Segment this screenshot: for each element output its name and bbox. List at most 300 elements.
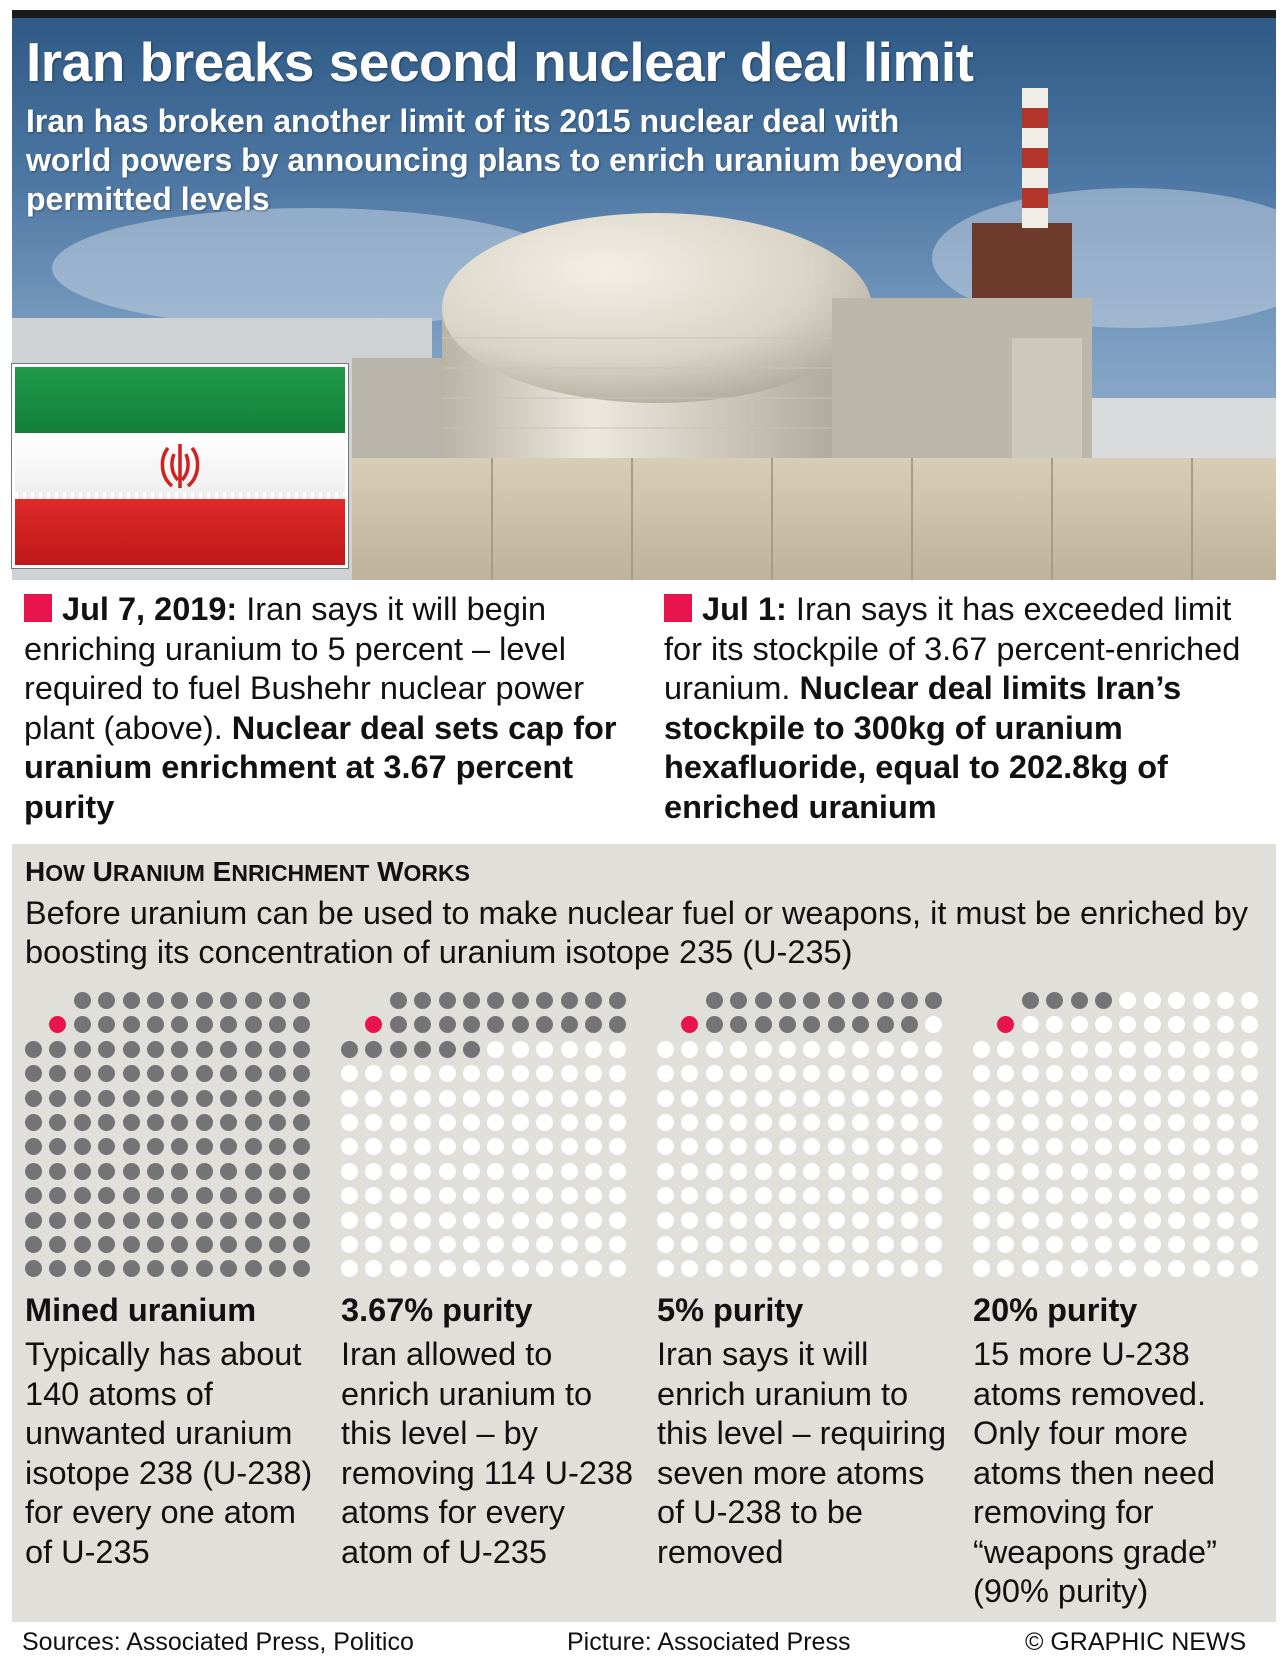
removed-atom xyxy=(877,1260,894,1277)
removed-atom xyxy=(414,1236,431,1253)
u238-atom xyxy=(25,1236,42,1253)
removed-atom xyxy=(755,1212,772,1229)
removed-atom xyxy=(1217,1138,1234,1155)
removed-atom xyxy=(1193,1016,1210,1033)
removed-atom xyxy=(512,1090,529,1107)
removed-atom xyxy=(1241,1065,1258,1082)
removed-atom xyxy=(487,1163,504,1180)
removed-atom xyxy=(779,1260,796,1277)
u238-atom xyxy=(123,1090,140,1107)
removed-atom xyxy=(803,1090,820,1107)
u238-atom xyxy=(220,1041,237,1058)
u238-atom xyxy=(147,1187,164,1204)
u238-atom xyxy=(220,1212,237,1229)
removed-atom xyxy=(681,1090,698,1107)
u238-atom xyxy=(1095,992,1112,1009)
removed-atom xyxy=(973,1065,990,1082)
u238-atom xyxy=(171,1016,188,1033)
removed-atom xyxy=(973,1090,990,1107)
removed-atom xyxy=(536,1212,553,1229)
removed-atom xyxy=(1193,1163,1210,1180)
removed-atom xyxy=(755,1187,772,1204)
removed-atom xyxy=(1144,1065,1161,1082)
u238-atom xyxy=(196,1090,213,1107)
removed-atom xyxy=(1168,1212,1185,1229)
event-bold-text: Nuclear deal sets cap for uranium enrichment at 3.67 percent purity xyxy=(24,709,617,825)
removed-atom xyxy=(755,1090,772,1107)
removed-atom xyxy=(1217,1236,1234,1253)
removed-atom xyxy=(657,1138,674,1155)
removed-atom xyxy=(1022,1041,1039,1058)
removed-atom xyxy=(561,1090,578,1107)
removed-atom xyxy=(463,1260,480,1277)
removed-atom xyxy=(536,1090,553,1107)
removed-atom xyxy=(1119,1114,1136,1131)
removed-atom xyxy=(341,1212,358,1229)
removed-atom xyxy=(487,1236,504,1253)
removed-atom xyxy=(536,1260,553,1277)
u238-atom xyxy=(439,1041,456,1058)
removed-atom xyxy=(1241,1138,1258,1155)
u238-atom xyxy=(74,1212,91,1229)
removed-atom xyxy=(730,1138,747,1155)
u238-atom xyxy=(439,992,456,1009)
removed-atom xyxy=(901,1041,918,1058)
removed-atom xyxy=(997,1187,1014,1204)
removed-atom xyxy=(877,1187,894,1204)
removed-atom xyxy=(365,1187,382,1204)
u238-atom xyxy=(196,1041,213,1058)
removed-atom xyxy=(828,1041,845,1058)
removed-atom xyxy=(487,1187,504,1204)
removed-atom xyxy=(925,1236,942,1253)
removed-atom xyxy=(463,1187,480,1204)
removed-atom xyxy=(439,1260,456,1277)
u238-atom xyxy=(414,992,431,1009)
removed-atom xyxy=(1144,1236,1161,1253)
u235-atom xyxy=(49,1016,66,1033)
removed-atom xyxy=(706,1163,723,1180)
removed-atom xyxy=(877,1138,894,1155)
u238-atom xyxy=(98,1016,115,1033)
u238-atom xyxy=(220,1138,237,1155)
removed-atom xyxy=(657,1065,674,1082)
removed-atom xyxy=(1217,1163,1234,1180)
removed-atom xyxy=(365,1138,382,1155)
removed-atom xyxy=(1144,1016,1161,1033)
removed-atom xyxy=(585,1260,602,1277)
removed-atom xyxy=(681,1041,698,1058)
removed-atom xyxy=(1144,1138,1161,1155)
u238-atom xyxy=(171,1187,188,1204)
removed-atom xyxy=(973,1114,990,1131)
removed-atom xyxy=(1022,1114,1039,1131)
removed-atom xyxy=(585,1041,602,1058)
u235-atom xyxy=(365,1016,382,1033)
removed-atom xyxy=(585,1090,602,1107)
u238-atom xyxy=(147,1041,164,1058)
removed-atom xyxy=(1022,1212,1039,1229)
removed-atom xyxy=(1193,1041,1210,1058)
removed-atom xyxy=(681,1065,698,1082)
removed-atom xyxy=(1144,992,1161,1009)
removed-atom xyxy=(755,1041,772,1058)
removed-atom xyxy=(1119,1016,1136,1033)
u238-atom xyxy=(269,1212,286,1229)
removed-atom xyxy=(997,1065,1014,1082)
removed-atom xyxy=(512,1065,529,1082)
removed-atom xyxy=(852,1090,869,1107)
removed-atom xyxy=(585,1212,602,1229)
removed-atom xyxy=(779,1090,796,1107)
removed-atom xyxy=(828,1065,845,1082)
removed-atom xyxy=(852,1041,869,1058)
removed-atom xyxy=(1095,1016,1112,1033)
removed-atom xyxy=(1193,1065,1210,1082)
removed-atom xyxy=(901,1163,918,1180)
u238-atom xyxy=(98,1090,115,1107)
removed-atom xyxy=(1046,1212,1063,1229)
removed-atom xyxy=(536,1065,553,1082)
removed-atom xyxy=(609,1114,626,1131)
u238-atom xyxy=(706,992,723,1009)
u238-atom xyxy=(828,992,845,1009)
removed-atom xyxy=(779,1187,796,1204)
u238-atom xyxy=(852,992,869,1009)
u238-atom xyxy=(25,1212,42,1229)
removed-atom xyxy=(463,1163,480,1180)
removed-atom xyxy=(1144,1260,1161,1277)
removed-atom xyxy=(901,1138,918,1155)
removed-atom xyxy=(1046,1187,1063,1204)
u238-atom xyxy=(852,1016,869,1033)
removed-atom xyxy=(1095,1090,1112,1107)
u238-atom xyxy=(390,1041,407,1058)
removed-atom xyxy=(609,1090,626,1107)
removed-atom xyxy=(414,1212,431,1229)
removed-atom xyxy=(1217,992,1234,1009)
u238-atom xyxy=(49,1260,66,1277)
removed-atom xyxy=(1217,1187,1234,1204)
removed-atom xyxy=(681,1163,698,1180)
removed-atom xyxy=(487,1065,504,1082)
removed-atom xyxy=(414,1138,431,1155)
u238-atom xyxy=(74,1090,91,1107)
u238-atom xyxy=(196,1187,213,1204)
top-rule xyxy=(12,10,1276,18)
removed-atom xyxy=(803,1065,820,1082)
u238-atom xyxy=(98,1114,115,1131)
removed-atom xyxy=(997,1090,1014,1107)
u238-atom xyxy=(74,1187,91,1204)
removed-atom xyxy=(1095,1236,1112,1253)
removed-atom xyxy=(1217,1260,1234,1277)
removed-atom xyxy=(925,1187,942,1204)
removed-atom xyxy=(1168,1090,1185,1107)
u238-atom xyxy=(245,1114,262,1131)
u238-atom xyxy=(1022,992,1039,1009)
u238-atom xyxy=(706,1016,723,1033)
u238-atom xyxy=(147,1236,164,1253)
removed-atom xyxy=(561,1065,578,1082)
u238-atom xyxy=(25,1260,42,1277)
removed-atom xyxy=(414,1090,431,1107)
removed-atom xyxy=(609,1163,626,1180)
removed-atom xyxy=(1046,1260,1063,1277)
u238-atom xyxy=(269,1187,286,1204)
u238-atom xyxy=(25,1114,42,1131)
u238-atom xyxy=(269,1236,286,1253)
removed-atom xyxy=(1144,1163,1161,1180)
u238-atom xyxy=(49,1065,66,1082)
u238-atom xyxy=(98,1065,115,1082)
u238-atom xyxy=(98,1260,115,1277)
removed-atom xyxy=(1022,1090,1039,1107)
removed-atom xyxy=(1241,1187,1258,1204)
u238-atom xyxy=(341,1041,358,1058)
u238-atom xyxy=(123,1163,140,1180)
removed-atom xyxy=(828,1114,845,1131)
u238-atom xyxy=(1071,992,1088,1009)
u238-atom xyxy=(220,1163,237,1180)
removed-atom xyxy=(536,1187,553,1204)
u238-atom xyxy=(585,992,602,1009)
removed-atom xyxy=(803,1212,820,1229)
removed-atom xyxy=(1144,1187,1161,1204)
u238-atom xyxy=(220,1016,237,1033)
removed-atom xyxy=(828,1163,845,1180)
u238-atom xyxy=(536,1016,553,1033)
removed-atom xyxy=(1046,1090,1063,1107)
removed-atom xyxy=(1095,1187,1112,1204)
u238-atom xyxy=(730,1016,747,1033)
removed-atom xyxy=(1119,1163,1136,1180)
removed-atom xyxy=(1241,1114,1258,1131)
removed-atom xyxy=(1217,1065,1234,1082)
event-date: Jul 7, 2019: xyxy=(62,591,238,627)
removed-atom xyxy=(730,1212,747,1229)
u238-atom xyxy=(269,1065,286,1082)
removed-atom xyxy=(852,1212,869,1229)
u238-atom xyxy=(245,992,262,1009)
removed-atom xyxy=(609,1187,626,1204)
u238-atom xyxy=(220,1260,237,1277)
removed-atom xyxy=(536,1041,553,1058)
removed-atom xyxy=(585,1138,602,1155)
removed-atom xyxy=(730,1260,747,1277)
u238-atom xyxy=(245,1260,262,1277)
removed-atom xyxy=(1095,1212,1112,1229)
flag-emblem-icon xyxy=(158,440,202,492)
removed-atom xyxy=(1217,1016,1234,1033)
u238-atom xyxy=(609,992,626,1009)
removed-atom xyxy=(755,1163,772,1180)
u238-atom xyxy=(828,1016,845,1033)
removed-atom xyxy=(1168,1138,1185,1155)
removed-atom xyxy=(925,1138,942,1155)
removed-atom xyxy=(512,1163,529,1180)
removed-atom xyxy=(779,1236,796,1253)
removed-atom xyxy=(706,1187,723,1204)
column-description: Typically has about 140 atoms of unwanted uranium isotope 238 (U-238) for every one atom of U-235 xyxy=(25,1336,313,1570)
removed-atom xyxy=(390,1187,407,1204)
removed-atom xyxy=(1193,1236,1210,1253)
removed-atom xyxy=(487,1114,504,1131)
removed-atom xyxy=(803,1041,820,1058)
removed-atom xyxy=(1046,1163,1063,1180)
event-bold-text: Nuclear deal limits Iran’s stockpile to 300kg of uranium hexafluoride, equal to 202.8kg of enriched uranium xyxy=(664,670,1182,825)
removed-atom xyxy=(852,1163,869,1180)
removed-atom xyxy=(439,1114,456,1131)
u238-atom xyxy=(74,1260,91,1277)
u238-atom xyxy=(74,1114,91,1131)
u238-atom xyxy=(269,1041,286,1058)
u238-atom xyxy=(245,1236,262,1253)
removed-atom xyxy=(1119,1065,1136,1082)
removed-atom xyxy=(755,1114,772,1131)
removed-atom xyxy=(561,1041,578,1058)
removed-atom xyxy=(561,1187,578,1204)
u238-atom xyxy=(293,1041,310,1058)
removed-atom xyxy=(561,1236,578,1253)
u238-atom xyxy=(98,1163,115,1180)
removed-atom xyxy=(1119,1260,1136,1277)
removed-atom xyxy=(730,1041,747,1058)
removed-atom xyxy=(1168,1114,1185,1131)
u238-atom xyxy=(196,1260,213,1277)
removed-atom xyxy=(828,1090,845,1107)
event-date: Jul 1: xyxy=(702,591,787,627)
u238-atom xyxy=(147,1212,164,1229)
removed-atom xyxy=(1241,1016,1258,1033)
u238-atom xyxy=(269,1163,286,1180)
removed-atom xyxy=(390,1138,407,1155)
removed-atom xyxy=(706,1236,723,1253)
u238-atom xyxy=(123,1187,140,1204)
removed-atom xyxy=(1241,1041,1258,1058)
u238-atom xyxy=(49,1163,66,1180)
removed-atom xyxy=(341,1163,358,1180)
removed-atom xyxy=(390,1236,407,1253)
removed-atom xyxy=(1071,1041,1088,1058)
removed-atom xyxy=(1119,1187,1136,1204)
u238-atom xyxy=(901,992,918,1009)
removed-atom xyxy=(706,1212,723,1229)
removed-atom xyxy=(803,1260,820,1277)
removed-atom xyxy=(828,1212,845,1229)
u238-atom xyxy=(487,1016,504,1033)
removed-atom xyxy=(852,1236,869,1253)
removed-atom xyxy=(1119,1138,1136,1155)
u238-atom xyxy=(49,1114,66,1131)
removed-atom xyxy=(1071,1114,1088,1131)
u238-atom xyxy=(196,1114,213,1131)
removed-atom xyxy=(657,1187,674,1204)
removed-atom xyxy=(852,1138,869,1155)
u238-atom xyxy=(220,1114,237,1131)
removed-atom xyxy=(852,1260,869,1277)
u238-atom xyxy=(293,1090,310,1107)
removed-atom xyxy=(1217,1090,1234,1107)
u238-atom xyxy=(74,1065,91,1082)
removed-atom xyxy=(1071,1212,1088,1229)
u238-atom xyxy=(293,992,310,1009)
u238-atom xyxy=(877,1016,894,1033)
removed-atom xyxy=(561,1260,578,1277)
removed-atom xyxy=(1046,1016,1063,1033)
removed-atom xyxy=(365,1090,382,1107)
removed-atom xyxy=(1241,1236,1258,1253)
u238-atom xyxy=(171,1138,188,1155)
removed-atom xyxy=(1193,1114,1210,1131)
removed-atom xyxy=(925,1016,942,1033)
removed-atom xyxy=(657,1114,674,1131)
red-square-marker xyxy=(24,594,52,622)
u238-atom xyxy=(74,1041,91,1058)
removed-atom xyxy=(1168,1260,1185,1277)
removed-atom xyxy=(681,1260,698,1277)
removed-atom xyxy=(561,1212,578,1229)
removed-atom xyxy=(997,1041,1014,1058)
u238-atom xyxy=(123,1041,140,1058)
removed-atom xyxy=(341,1187,358,1204)
removed-atom xyxy=(341,1065,358,1082)
removed-atom xyxy=(561,1163,578,1180)
u238-atom xyxy=(49,1187,66,1204)
u238-atom xyxy=(609,1016,626,1033)
u238-atom xyxy=(269,1090,286,1107)
removed-atom xyxy=(1022,1065,1039,1082)
removed-atom xyxy=(828,1138,845,1155)
section-intro: Before uranium can be used to make nuclear fuel or weapons, it must be enriched by boosting its concentration of uranium isotope 235 (U-235) xyxy=(25,895,1249,970)
u238-atom xyxy=(220,1065,237,1082)
u238-atom xyxy=(779,992,796,1009)
removed-atom xyxy=(390,1090,407,1107)
u238-atom xyxy=(49,1236,66,1253)
removed-atom xyxy=(1071,1260,1088,1277)
u238-atom xyxy=(755,992,772,1009)
removed-atom xyxy=(512,1041,529,1058)
removed-atom xyxy=(997,1114,1014,1131)
u238-atom xyxy=(196,1212,213,1229)
removed-atom xyxy=(706,1114,723,1131)
removed-atom xyxy=(828,1236,845,1253)
u238-atom xyxy=(755,1016,772,1033)
event-jul-1 xyxy=(664,590,1274,827)
u238-atom xyxy=(25,1065,42,1082)
removed-atom xyxy=(536,1236,553,1253)
removed-atom xyxy=(681,1212,698,1229)
removed-atom xyxy=(755,1138,772,1155)
removed-atom xyxy=(925,1090,942,1107)
removed-atom xyxy=(487,1090,504,1107)
removed-atom xyxy=(365,1114,382,1131)
removed-atom xyxy=(779,1212,796,1229)
u238-atom xyxy=(536,992,553,1009)
removed-atom xyxy=(1071,1090,1088,1107)
removed-atom xyxy=(1217,1212,1234,1229)
u238-atom xyxy=(196,992,213,1009)
removed-atom xyxy=(463,1212,480,1229)
u238-atom xyxy=(74,992,91,1009)
removed-atom xyxy=(1193,1187,1210,1204)
removed-atom xyxy=(390,1163,407,1180)
u238-atom xyxy=(561,1016,578,1033)
removed-atom xyxy=(487,1041,504,1058)
removed-atom xyxy=(901,1212,918,1229)
removed-atom xyxy=(341,1114,358,1131)
u238-atom xyxy=(123,1236,140,1253)
